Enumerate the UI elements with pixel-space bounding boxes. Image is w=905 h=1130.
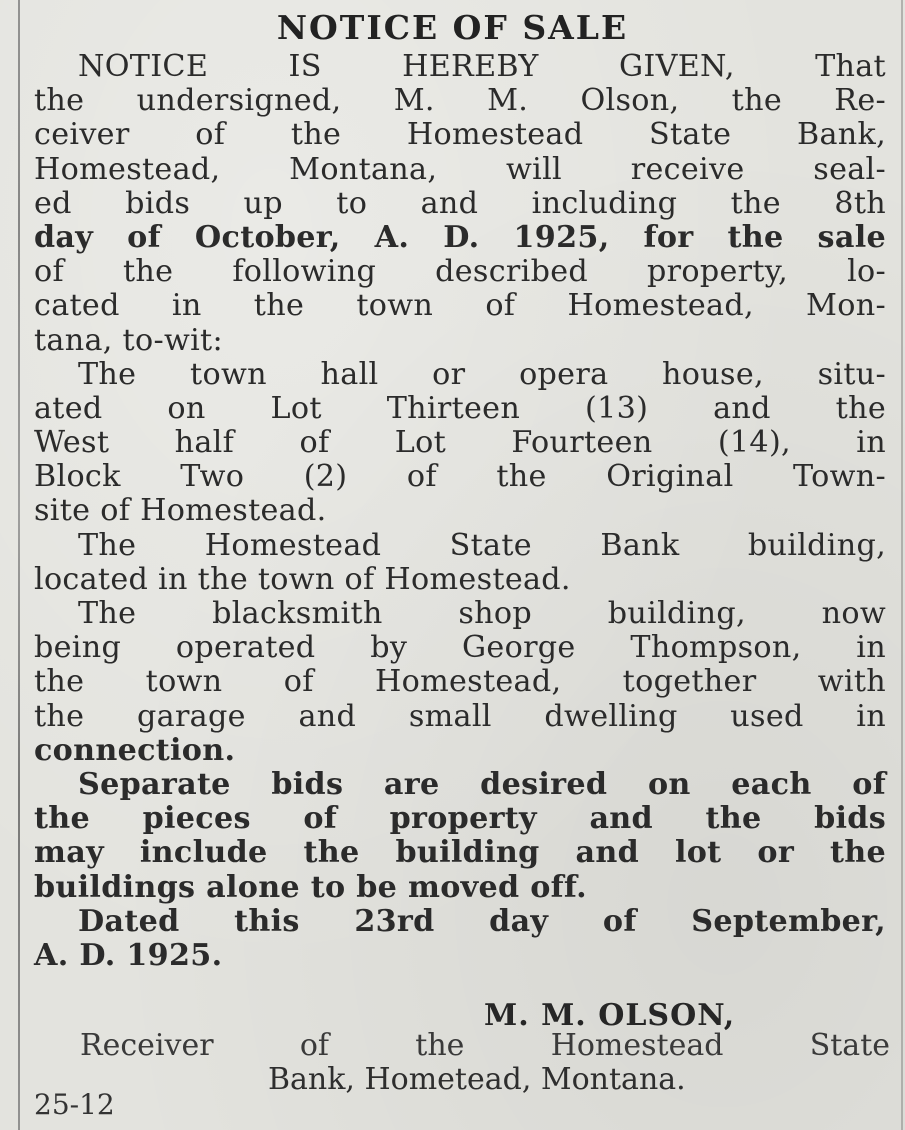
notice-line: the town of Homestead, together with <box>34 664 886 700</box>
notice-line: Block Two (2) of the Original Town- <box>34 459 886 495</box>
notice-line: being operated by George Thompson, in <box>34 630 886 666</box>
notice-line: connection. <box>34 732 236 768</box>
notice-line: the garage and small dwelling used in <box>34 698 886 734</box>
notice-heading: NOTICE OF SALE <box>276 8 629 47</box>
notice-line: Dated this 23rd day of September, <box>78 903 886 939</box>
notice-line: ated on Lot Thirteen (13) and the <box>34 390 886 426</box>
column-rule-left <box>18 0 20 1130</box>
notice-line: site of Homestead. <box>34 493 327 529</box>
notice-line: Separate bids are desired on each of <box>78 766 886 802</box>
notice-line: ed bids up to and including the 8th <box>34 185 886 221</box>
footer-code: 25-12 <box>34 1088 115 1121</box>
column-rule-right <box>901 0 903 1130</box>
notice-line: the pieces of property and the bids <box>34 801 886 837</box>
notice-line: cated in the town of Homestead, Mon- <box>34 288 886 324</box>
notice-line: A. D. 1925. <box>34 937 223 973</box>
notice-line: ceiver of the Homestead State Bank, <box>34 117 886 153</box>
signature-title-line2: Bank, Hometead, Montana. <box>268 1062 686 1097</box>
notice-line: day of October, A. D. 1925, for the sale <box>34 219 886 255</box>
notice-line: The blacksmith shop building, now <box>78 596 886 631</box>
notice-body <box>34 50 886 973</box>
notice-line: buildings alone to be moved off. <box>34 869 587 905</box>
notice-line: located in the town of Homestead. <box>34 561 571 597</box>
notice-line: of the following described property, lo- <box>34 254 886 290</box>
notice-line: The town hall or opera house, situ- <box>78 356 886 392</box>
signature-name: M. M. OLSON, <box>484 998 736 1033</box>
notice-line: The Homestead State Bank building, <box>78 527 886 563</box>
notice-line: may include the building and lot or the <box>34 835 886 871</box>
notice-line: West half of Lot Fourteen (14), in <box>34 425 886 461</box>
notice-line: the undersigned, M. M. Olson, the Re- <box>34 83 886 119</box>
notice-line: tana, to-wit: <box>34 322 223 358</box>
notice-line: NOTICE IS HEREBY GIVEN, That <box>78 49 886 84</box>
notice-line: Homestead, Montana, will receive seal- <box>34 151 886 187</box>
signature-title-line1: Receiver of the Homestead State <box>80 1028 890 1063</box>
